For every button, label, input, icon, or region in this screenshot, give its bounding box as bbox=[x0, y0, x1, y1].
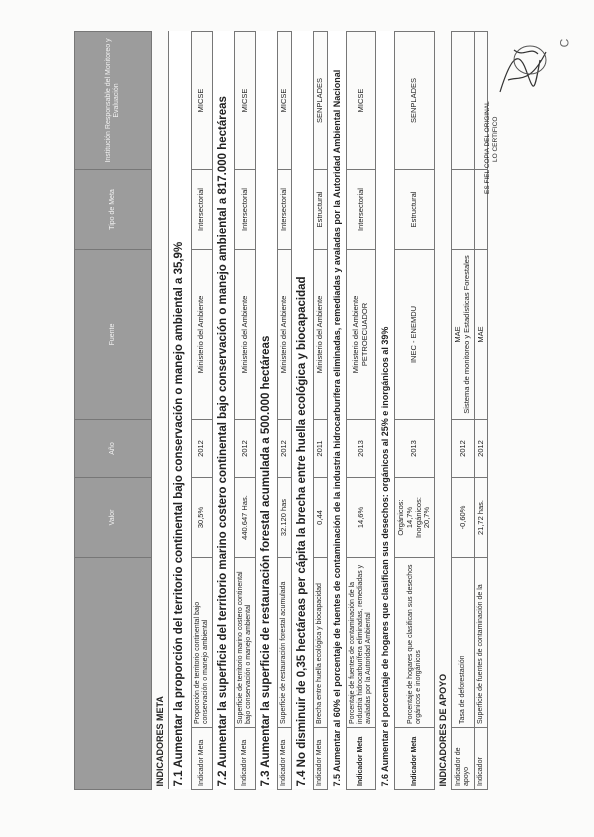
row-institution: SENPLADES bbox=[314, 31, 328, 169]
table-row bbox=[452, 31, 474, 789]
row-indicator: Brecha entre huella ecológica y biocapacidad bbox=[314, 558, 328, 728]
row-year: 2012 bbox=[191, 420, 212, 478]
row-indicator: Proporción de territorio continental bajo conservación o manejo ambiental bbox=[191, 558, 212, 728]
section-7-6: 7.6 Aumentar el porcentaje de hogares que clasifican sus desechos: orgánicos al 25% e inorgánicos al 39% bbox=[376, 31, 395, 789]
certification-line2: LO CERTIFICO bbox=[492, 116, 499, 162]
row-institution: MICSE bbox=[191, 31, 212, 169]
row-goal-type: Intersectorial bbox=[278, 170, 292, 250]
row-value: 32.120 has bbox=[278, 478, 292, 558]
row-indicator: Superficie de restauración forestal acumulada bbox=[278, 558, 292, 728]
row-indicator: Superficie de fuentes de contaminación de la bbox=[474, 558, 488, 728]
table-row bbox=[191, 31, 212, 789]
row-year: 2012 bbox=[278, 420, 292, 478]
section-indicadores-meta: INDICADORES META bbox=[152, 31, 169, 789]
row-year: 2013 bbox=[347, 420, 376, 478]
signature-image bbox=[490, 40, 552, 100]
value-line: 20,7% bbox=[422, 506, 432, 529]
row-source-line2: Sistema de monitoreo y Estadísticas Forestales bbox=[461, 255, 471, 414]
row-type: Indicador Meta bbox=[278, 728, 292, 790]
row-value: 30,5% bbox=[191, 478, 212, 558]
row-institution bbox=[452, 31, 474, 169]
header-tipo-meta: Tipo de Meta bbox=[75, 170, 152, 250]
row-type: Indicador Meta bbox=[395, 728, 435, 790]
section-indicadores-apoyo: INDICADORES DE APOYO bbox=[434, 31, 451, 789]
row-source bbox=[452, 250, 474, 420]
row-source: Ministerio del Ambiente bbox=[234, 250, 255, 420]
row-source: MAE bbox=[474, 250, 488, 420]
row-value: 0,44 bbox=[314, 478, 328, 558]
table-row bbox=[234, 31, 255, 789]
table-row bbox=[347, 31, 376, 789]
header-fuente: Fuente bbox=[75, 250, 152, 420]
row-source bbox=[347, 250, 376, 420]
row-type: Indicador Meta bbox=[191, 728, 212, 790]
section-7-1: 7.1 Aumentar la proporción del territorio continental bajo conservación o manejo ambiental a 35,9% bbox=[169, 31, 191, 789]
header-anio: Año bbox=[75, 420, 152, 478]
row-value: 14,6% bbox=[347, 478, 376, 558]
row-goal-type: Estructural bbox=[395, 170, 435, 250]
row-goal-type bbox=[452, 170, 474, 250]
row-value: 440.647 Has. bbox=[234, 478, 255, 558]
row-goal-type: Intersectorial bbox=[347, 170, 376, 250]
row-source: Ministerio del Ambiente bbox=[314, 250, 328, 420]
corner-mark: C bbox=[557, 38, 572, 48]
section-7-5: 7.5 Aumentar al 60% el porcentaje de fuentes de contaminación de la industria hidrocarburífera eliminadas, remediadas y avaladas por la Autoridad Ambiental Nacional bbox=[327, 31, 346, 789]
row-indicator: Tasa de deforestación bbox=[452, 558, 474, 728]
row-source-line2: PETROECUADOR bbox=[360, 302, 370, 367]
row-institution: MICSE bbox=[234, 31, 255, 169]
row-indicator: Porcentaje de hogares que clasifican sus desechos orgánicos e inorgánicos bbox=[395, 558, 435, 728]
row-year: 2013 bbox=[395, 420, 435, 478]
table-row bbox=[395, 31, 435, 789]
table-row bbox=[278, 31, 292, 789]
row-value: 21,72 has. bbox=[474, 478, 488, 558]
row-value bbox=[395, 478, 435, 558]
row-source-line1: MAE bbox=[453, 326, 463, 343]
header-institucion: Institución Responsable del Monitoreo y Evaluación bbox=[75, 31, 152, 169]
row-institution: MICSE bbox=[347, 31, 376, 169]
row-year: 2012 bbox=[234, 420, 255, 478]
row-goal-type: Estructural bbox=[314, 170, 328, 250]
row-source-line1: Ministerio del Ambiente bbox=[351, 295, 361, 374]
row-year: 2012 bbox=[452, 420, 474, 478]
table-row bbox=[314, 31, 328, 789]
header-valor: Valor bbox=[75, 478, 152, 558]
rotated-table bbox=[74, 32, 526, 790]
header-row bbox=[75, 31, 152, 789]
row-year: 2011 bbox=[314, 420, 328, 478]
section-7-3: 7.3 Aumentar la superficie de restauración forestal acumulada a 500.000 hectáreas bbox=[255, 31, 277, 789]
value-line: 14,7% bbox=[405, 506, 415, 529]
row-type: Indicador Meta bbox=[234, 728, 255, 790]
row-type: Indicador Meta bbox=[314, 728, 328, 790]
row-value: -0,60% bbox=[452, 478, 474, 558]
row-institution: MICSE bbox=[278, 31, 292, 169]
row-indicator: Superficie de territorio marino costero continental bajo conservación o manejo ambiental bbox=[234, 558, 255, 728]
row-goal-type: Intersectorial bbox=[191, 170, 212, 250]
row-source: INEC - ENEMDU bbox=[395, 250, 435, 420]
row-type: Indicador de apoyo bbox=[452, 728, 474, 790]
row-source: Ministerio del Ambiente bbox=[278, 250, 292, 420]
row-source: Ministerio del Ambiente bbox=[191, 250, 212, 420]
row-indicator: Porcentaje de fuentes de contaminación de la industria hidrocarburífera eliminadas, remediadas y avaladas por la Autoridad Ambiental bbox=[347, 558, 376, 728]
row-year: 2012 bbox=[474, 420, 488, 478]
certification-line1: ES FIEL COPIA DEL ORIGINAL bbox=[484, 101, 491, 194]
row-type: Indicador bbox=[474, 728, 488, 790]
row-institution: SENPLADES bbox=[395, 31, 435, 169]
row-goal-type: Intersectorial bbox=[234, 170, 255, 250]
value-line: Inorgánicos: bbox=[413, 497, 423, 538]
row-type: Indicador Meta bbox=[347, 728, 376, 790]
section-7-2: 7.2 Aumentar la superficie del territorio marino costero continental bajo conservación o manejo ambiental a 817.000 hectáreas bbox=[212, 31, 234, 789]
value-line: Orgánicos: bbox=[396, 499, 406, 536]
header-blank bbox=[75, 558, 152, 790]
indicators-table bbox=[74, 31, 488, 790]
section-7-4: 7.4 No disminuir de 0,35 hectáreas per cápita la brecha entre huella ecológica y biocapacidad bbox=[291, 31, 313, 789]
